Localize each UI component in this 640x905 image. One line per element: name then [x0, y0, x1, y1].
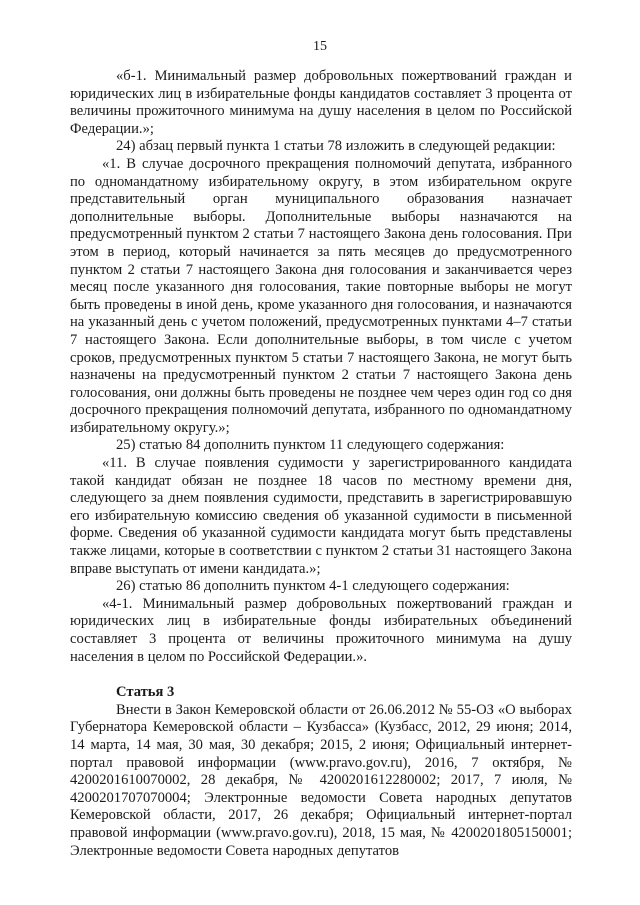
paragraph-item-25: 25) статью 84 дополнить пунктом 11 следующего содержания:: [116, 437, 505, 454]
paragraph-item-26: 26) статью 86 дополнить пунктом 4-1 следующего содержания:: [116, 578, 510, 595]
paragraph-item-24: 24) абзац первый пункта 1 статьи 78 изложить в следующей редакции:: [116, 138, 556, 155]
paragraph-6-1: «б-1. Минимальный размер добровольных пожертвований граждан и юридических лиц в избирательные фонды кандидатов составляет 3 процента от величины прожиточного минимума на душу населения в целом по Российской Федерации.»;: [70, 68, 572, 137]
article-3-heading: Статья 3: [116, 684, 175, 701]
document-body: [70, 68, 572, 860]
article-3-text: Внести в Закон Кемеровской области от 26.06.2012 № 55-ОЗ «О выборах Губернатора Кемеровской области – Кузбасса» (Кузбасс, 2012, 29 июня; 2014, 14 марта, 14 мая, 30 мая, 30 декабря; 2015, 2 июня; Официальный интернет-портал правовой информации (www.pravo.gov.ru), 2016, 7 октября, № 4200201610070002, 28 декабря, № 4200201612280002; 2017, 7 июля, № 4200201707070004; Электронные ведомости Совета народных депутатов Кемеровской области, 2017, 26 декабря; Официальный интернет-портал правовой информации (www.pravo.gov.ru), 2018, 15 мая, № 4200201805150001; Электронные ведомости Совета народных депутатов: [70, 701, 572, 859]
paragraph-84-11-text: «11. В случае появления судимости у зарегистрированного кандидата такой кандидат обязан не позднее 18 часов по местному времени дня, следующего за днем появления судимости, представить в зарегистрировавшую его избирательную комиссию сведения об указанной судимости в письменной форме. Сведения об указанной судимости кандидата могут быть представлены также лицами, которые в соответствии с пунктом 2 статьи 31 настоящего Закона вправе выступать от имени кандидата.»;: [70, 455, 572, 577]
page-number: 15: [313, 39, 327, 54]
section-spacer: [70, 666, 572, 684]
paragraph-78-1-text: «1. В случае досрочного прекращения полномочий депутата, избранного по одномандатному избирательному округу, в этом избирательном округе представительный орган муниципального образования назначает дополнительные выборы. Дополнительные выборы назначаются на предусмотренный пунктом 2 статьи 7 настоящего Закона день голосования. При этом в период, который начинается за пять месяцев до предусмотренного пунктом 2 статьи 7 настоящего Закона дня голосования и заканчивается через месяц после указанного дня голосования, такие повторные выборы не могут быть проведены в иной день, кроме указанного дня голосования, и назначаются на указанный день с учетом положений, предусмотренных пунктами 4–7 статьи 7 настоящего Закона. Если дополнительные выборы, в том числе с учетом сроков, предусмотренных пунктом 5 статьи 7 настоящего Закона, не могут быть назначены на предусмотренный пунктом 2 статьи 7 настоящего Закона день голосования, они должны быть проведены не позднее чем через один год со дня досрочного прекращения полномочий депутата, избранного по одномандатному избирательному округу.»;: [70, 155, 572, 436]
paragraph-86-4-1-text: «4-1. Минимальный размер добровольных пожертвований граждан и юридических лиц в избирательные фонды избирательных объединений составляет 3 процента от величины прожиточного минимума на душу населения в целом по Российской Федерации.».: [70, 595, 572, 665]
